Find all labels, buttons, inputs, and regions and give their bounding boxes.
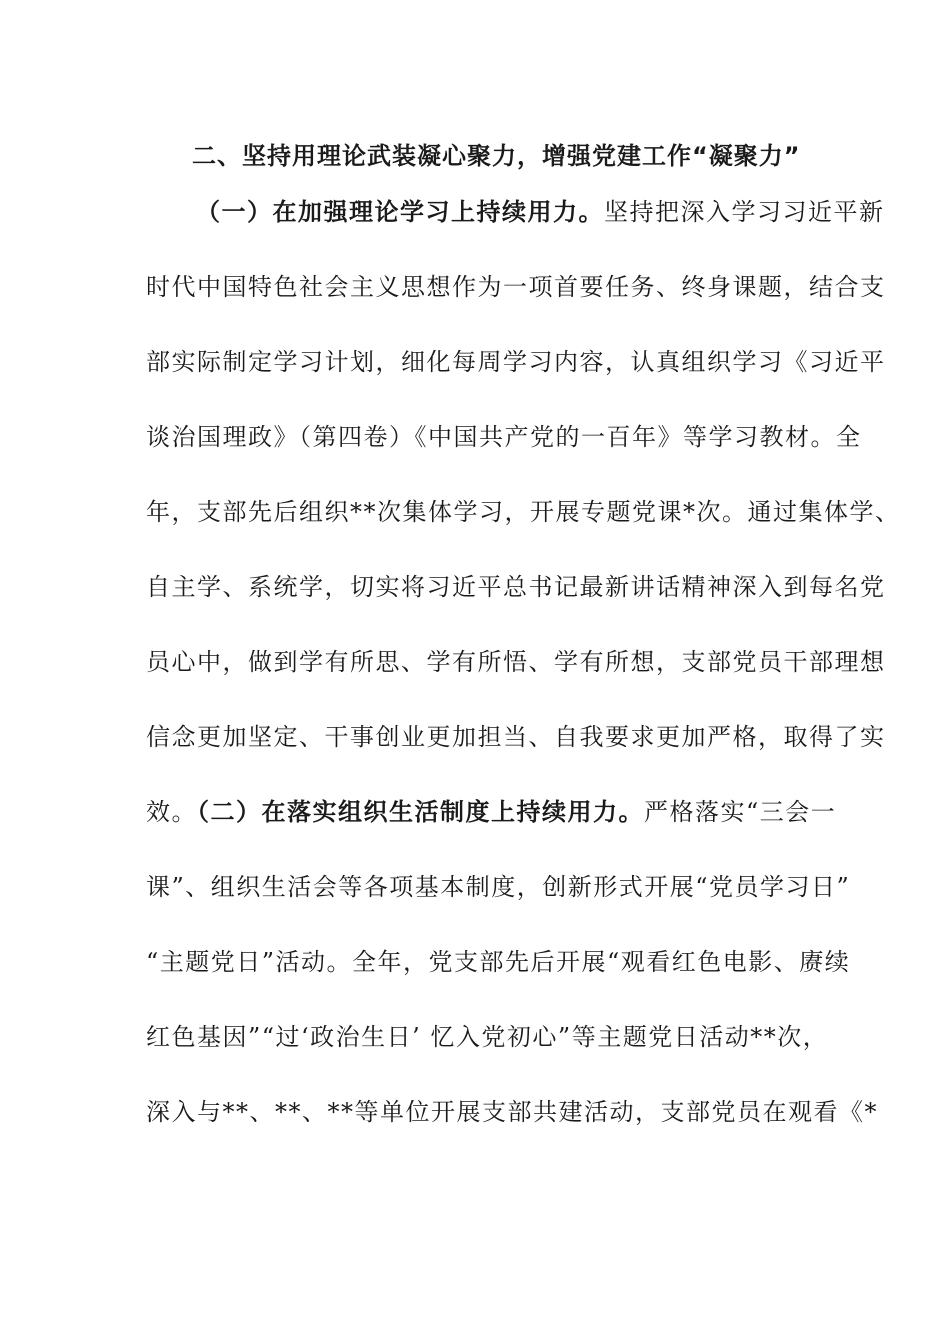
paragraph-line-3 xyxy=(146,346,886,378)
line-text: 信念更加坚定、干事创业更加担当、自我要求更加严格，取得了实 xyxy=(146,723,886,751)
line-text: 红色基因”“过‘政治生日’ 忆入党初心”等主题党日活动**次， xyxy=(146,1023,829,1051)
line-text: 部实际制定学习计划，细化每周学习内容，认真组织学习《习近平 xyxy=(146,348,886,376)
paragraph-line-13 xyxy=(146,1096,878,1128)
paragraph-line-5 xyxy=(146,496,901,528)
line-text: 时代中国特色社会主义思想作为一项首要任务、终身课题，结合支 xyxy=(146,273,886,301)
paragraph-line-12 xyxy=(146,1021,829,1053)
line-text: 谈治国理政》（第四卷）《中国共产党的一百年》等学习教材。全 xyxy=(146,423,862,451)
line-prefix: 效。 xyxy=(146,798,197,826)
paragraph-line-10 xyxy=(146,871,851,903)
subheading-1: （一）在加强理论学习上持续用力。 xyxy=(196,198,604,226)
line-text: 员心中，做到学有所思、学有所悟、学有所想，支部党员干部理想 xyxy=(146,648,886,676)
paragraph-line-4 xyxy=(146,421,862,453)
paragraph-line-1 xyxy=(196,196,885,228)
line-text: 课”、组织生活会等各项基本制度，创新形式开展“党员学习日” xyxy=(146,873,851,901)
line-text: 深入与**、**、**等单位开展支部共建活动，支部党员在观看《* xyxy=(146,1098,878,1126)
line-text: 年，支部先后组织**次集体学习，开展专题党课*次。通过集体学、 xyxy=(146,498,901,526)
paragraph-line-9 xyxy=(146,796,837,828)
paragraph-line-11 xyxy=(146,946,851,978)
paragraph-line-6 xyxy=(146,571,886,603)
line-text: “主题党日”活动。全年，党支部先后开展“观看红色电影、赓续 xyxy=(146,948,851,976)
line-text: 自主学、系统学，切实将习近平总书记最新讲话精神深入到每名党 xyxy=(146,573,886,601)
paragraph-line-2 xyxy=(146,271,886,303)
line-text: 坚持把深入学习习近平新 xyxy=(604,198,885,226)
subheading-2: （二）在落实组织生活制度上持续用力。 xyxy=(197,798,644,826)
paragraph-line-8 xyxy=(146,721,886,753)
section-heading: 二、坚持用理论武装凝心聚力，增强党建工作“凝聚力” xyxy=(192,142,801,170)
paragraph-line-7 xyxy=(146,646,886,678)
line-text: 严格落实“三会一 xyxy=(644,798,837,826)
